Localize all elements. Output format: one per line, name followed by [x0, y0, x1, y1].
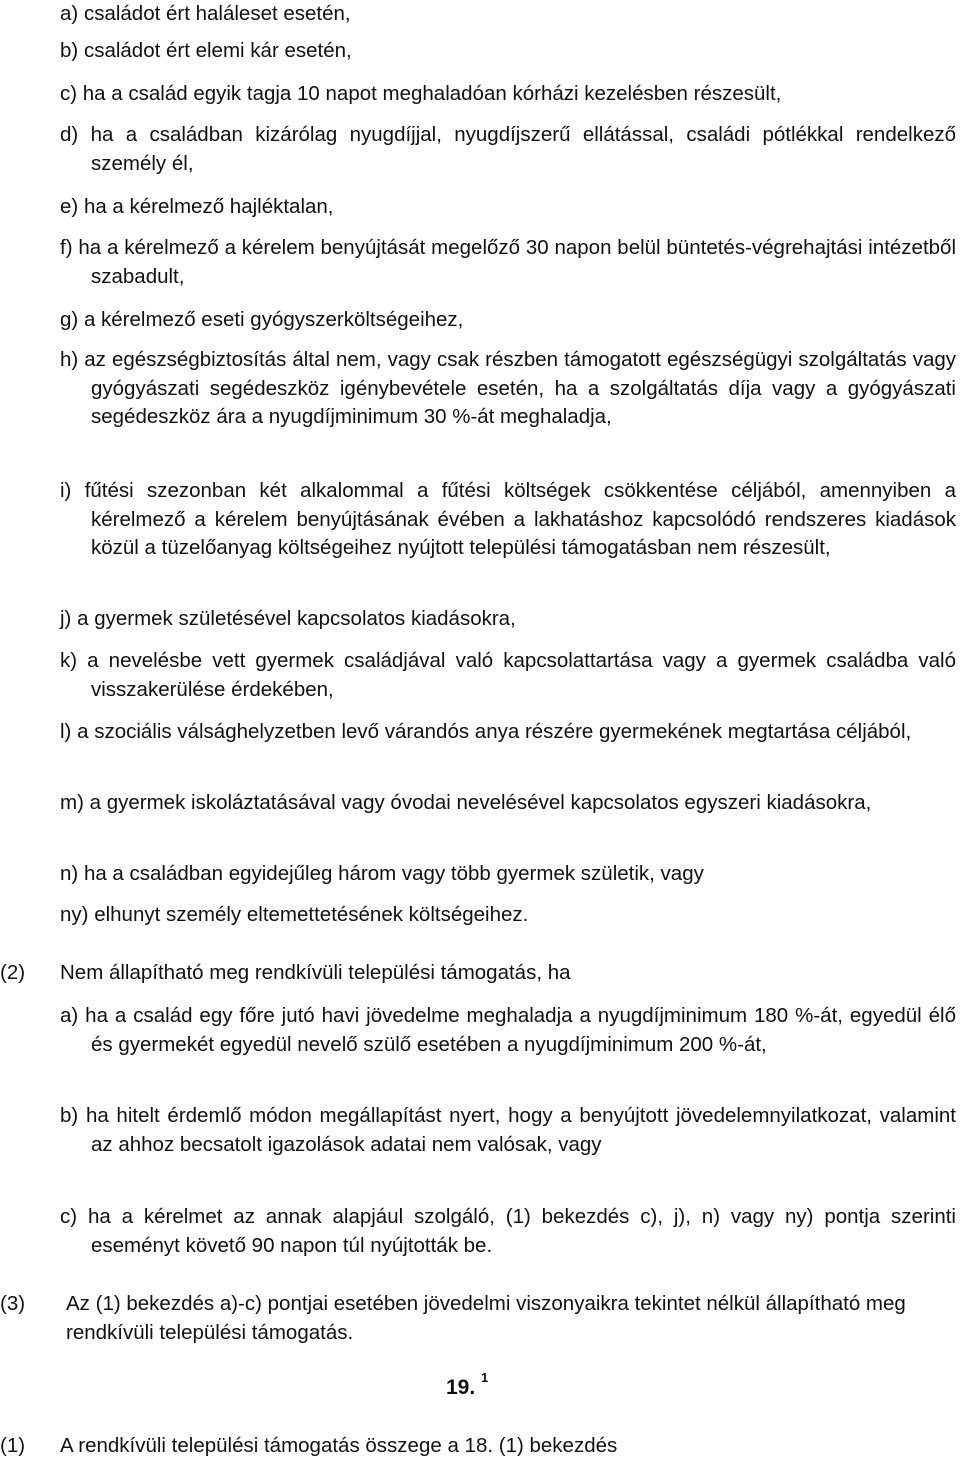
item-text: a kérelmező eseti gyógyszerköltségeihez, [83, 308, 464, 331]
section-number: 19. [446, 1376, 476, 1399]
item-label: h) [60, 348, 79, 371]
item-text: a szociális válsághelyzetben levő várandós anya részére gyermekének megtartása céljából, [77, 720, 912, 743]
list-item-i [60, 477, 956, 563]
paragraph-number: (3) [0, 1292, 26, 1315]
item-label: c) [60, 1205, 78, 1228]
item-text: a gyermek születésével kapcsolatos kiadásokra, [77, 607, 516, 630]
list-item-h [60, 346, 956, 432]
paragraph-2-item-a [60, 1002, 956, 1059]
item-text: a nevelésbe vett gyermek családjával való kapcsolattartása vagy a gyermek családba való visszakerülése érdekében, [87, 649, 956, 701]
paragraph-number: (2) [0, 961, 26, 984]
list-item-g [60, 306, 956, 335]
list-item-a [60, 0, 956, 29]
item-label: g) [60, 308, 79, 331]
list-item-d [60, 121, 956, 178]
item-text: ha a kérelmező hajléktalan, [83, 195, 334, 218]
paragraph-number: (1) [0, 1434, 26, 1457]
item-label: j) [60, 607, 72, 630]
paragraph-2-item-c [60, 1203, 956, 1260]
list-item-m [60, 789, 956, 818]
list-item-ny [60, 901, 956, 930]
item-label: b) [60, 39, 79, 62]
item-label: d) [60, 123, 79, 146]
item-label: a) [60, 2, 79, 25]
item-text: ha a családban egyidejűleg három vagy több gyermek születik, vagy [83, 862, 704, 885]
item-label: l) [60, 720, 72, 743]
list-item-e [60, 193, 956, 222]
list-item-l [60, 718, 956, 747]
item-text: ha a kérelmező a kérelem benyújtását megelőző 30 napon belül büntetés-végrehajtási intézetből szabadult, [78, 236, 957, 288]
paragraph-2-item-b [60, 1102, 956, 1159]
list-item-b [60, 37, 956, 66]
item-text: az egészségbiztosítás által nem, vagy csak részben támogatott egészségügyi szolgáltatás vagy gyógyászati segédeszköz igénybevétele esetén, ha a szolgáltatás díja vagy a gyógyászati segédeszköz ára a nyugdíjminimum 30 %-át meghaladja, [84, 348, 956, 428]
section-heading [446, 1370, 489, 1400]
item-label: e) [60, 195, 79, 218]
list-item-j [60, 605, 956, 634]
item-text: ha hitelt érdemlő módon megállapítást nyert, hogy a benyújtott jövedelemnyilatkozat, valamint az ahhoz becsatolt igazolások adatai nem valósak, vagy [85, 1104, 956, 1156]
item-text: fűtési szezonban két alkalommal a fűtési költségek csökkentése céljából, amennyiben a kérelmező a kérelem benyújtásának évében a lakhatáshoz kapcsolódó rendszeres kiadások közül a tüzelőanyag költségeihez nyújtott települési támogatásban nem részesült, [84, 479, 956, 559]
paragraph-3-text: Az (1) bekezdés a)-c) pontjai esetében jövedelmi viszonyaikra tekintet nélkül állapítható meg rendkívüli települési támogatás. [66, 1292, 906, 1344]
item-text: családot ért haláleset esetén, [83, 2, 351, 25]
list-item-c [60, 80, 956, 109]
list-item-k [60, 647, 956, 704]
item-text: ha a család egyik tagja 10 napot meghaladóan kórházi kezelésben részesült, [82, 82, 782, 105]
footnote-marker: 1 [481, 1370, 489, 1385]
paragraph-1-section-19 [0, 1432, 940, 1461]
item-label: b) [60, 1104, 79, 1127]
item-label: m) [60, 791, 84, 814]
paragraph-2 [0, 959, 940, 988]
list-item-n [60, 860, 956, 889]
item-text: a gyermek iskoláztatásával vagy óvodai nevelésével kapcsolatos egyszeri kiadásokra, [89, 791, 872, 814]
item-label: i) [60, 479, 72, 502]
item-text: elhunyt személy eltemettetésének költségeihez. [94, 903, 529, 926]
item-label: n) [60, 862, 79, 885]
paragraph-text: Nem állapítható meg rendkívüli települési támogatás, ha [60, 961, 571, 984]
item-label: k) [60, 649, 78, 672]
item-label: a) [60, 1004, 79, 1027]
list-item-f [60, 234, 956, 291]
item-label: ny) [60, 903, 89, 926]
item-text: családot ért elemi kár esetén, [83, 39, 352, 62]
item-text: ha a család egy főre jutó havi jövedelme meghaladja a nyugdíjminimum 180 %-át, egyedül élő és gyermekét egyedül nevelő szülő esetében a nyugdíjminimum 200 %-át, [85, 1004, 956, 1056]
paragraph-text: A rendkívüli települési támogatás összege a 18. (1) bekezdés [60, 1434, 618, 1457]
item-label: c) [60, 82, 78, 105]
item-label: f) [60, 236, 73, 259]
item-text: ha a családban kizárólag nyugdíjjal, nyugdíjszerű ellátással, családi pótlékkal rendelkező személy él, [90, 123, 956, 175]
item-text: ha a kérelmet az annak alapjául szolgáló, (1) bekezdés c), j), n) vagy ny) pontja szerinti eseményt követő 90 napon túl nyújtották be. [87, 1205, 956, 1257]
